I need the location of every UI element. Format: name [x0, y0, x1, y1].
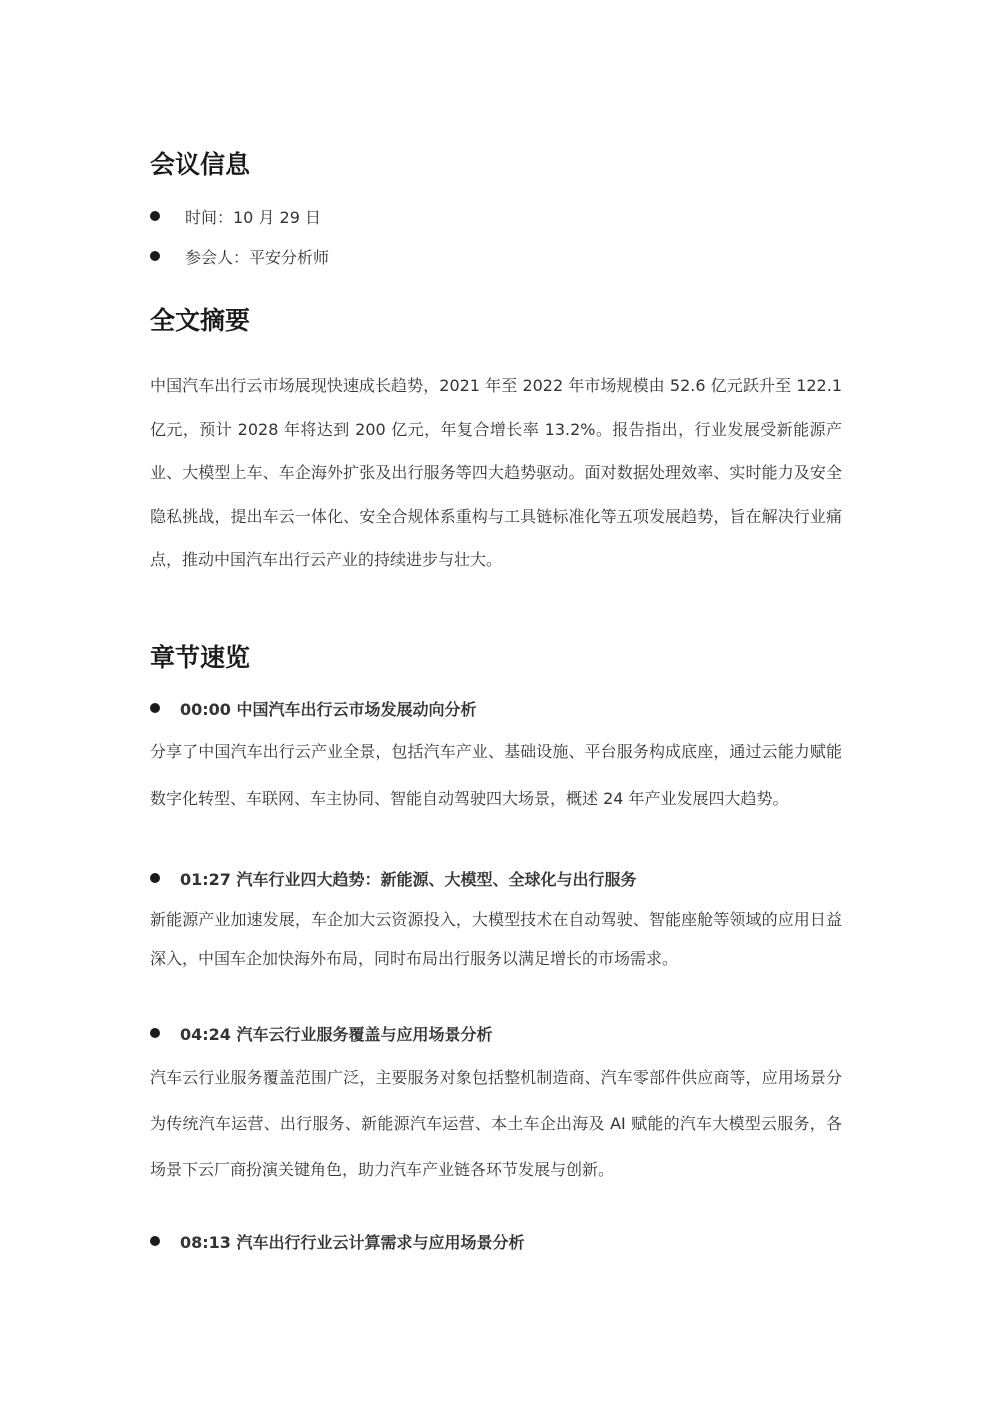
chapter-description: 汽车云行业服务覆盖范围广泛，主要服务对象包括整机制造商、汽车零部件供应商等，应用场景分为传统汽车运营、出行服务、新能源汽车运营、本土车企出海及 AI 赋能的汽车大模型云服务，各场景下云厂商扮演关键角色，助力汽车产业链各环节发展与创新。	[150, 1068, 842, 1179]
bullet-icon	[150, 1236, 160, 1246]
bullet-icon	[150, 1028, 160, 1038]
chapters-heading: 章节速览	[150, 643, 251, 672]
meeting-info-item-time	[150, 204, 321, 228]
meeting-attendees-text: 参会人：平安分析师	[185, 247, 330, 267]
meeting-info-item-attendees	[150, 244, 329, 268]
chapter-description: 分享了中国汽车出行云产业全景，包括汽车产业、基础设施、平台服务构成底座，通过云能力赋能数字化转型、车联网、车主协同、智能自动驾驶四大场景，概述 24 年产业发展四大趋势。	[150, 742, 842, 808]
bullet-icon	[150, 251, 160, 261]
bullet-icon	[150, 211, 160, 221]
chapter-item	[150, 1229, 525, 1253]
chapter-title: 01:27 汽车行业四大趋势：新能源、大模型、全球化与出行服务	[180, 869, 637, 889]
summary-heading: 全文摘要	[150, 306, 251, 335]
chapter-description: 新能源产业加速发展，车企加大云资源投入，大模型技术在自动驾驶、智能座舱等领域的应用日益深入，中国车企加快海外布局，同时布局出行服务以满足增长的市场需求。	[150, 910, 842, 968]
bullet-icon	[150, 873, 160, 883]
chapter-title: 00:00 中国汽车出行云市场发展动向分析	[180, 699, 477, 719]
meeting-time-text: 时间：10 月 29 日	[185, 207, 321, 227]
chapter-item	[150, 1021, 493, 1045]
summary-paragraph: 中国汽车出行云市场展现快速成长趋势，2021 年至 2022 年市场规模由 52.6 亿元跃升至 122.1 亿元，预计 2028 年将达到 200 亿元，年复合增长率 13.2%。报告指出，行业发展受新能源产业、大模型上车、车企海外扩张及出行服务等四大趋势驱动。面对数据处理效率、实时能力及安全隐私挑战，提出车云一体化、安全合规体系重构与工具链标准化等五项发展趋势，旨在解决行业痛点，推动中国汽车出行云产业的持续进步与壮大。	[150, 376, 842, 569]
chapter-item	[150, 696, 477, 720]
meeting-info-heading: 会议信息	[150, 150, 251, 179]
chapter-item	[150, 866, 637, 890]
bullet-icon	[150, 703, 160, 713]
chapter-title: 04:24 汽车云行业服务覆盖与应用场景分析	[180, 1024, 493, 1044]
chapter-title: 08:13 汽车出行行业云计算需求与应用场景分析	[180, 1232, 525, 1252]
